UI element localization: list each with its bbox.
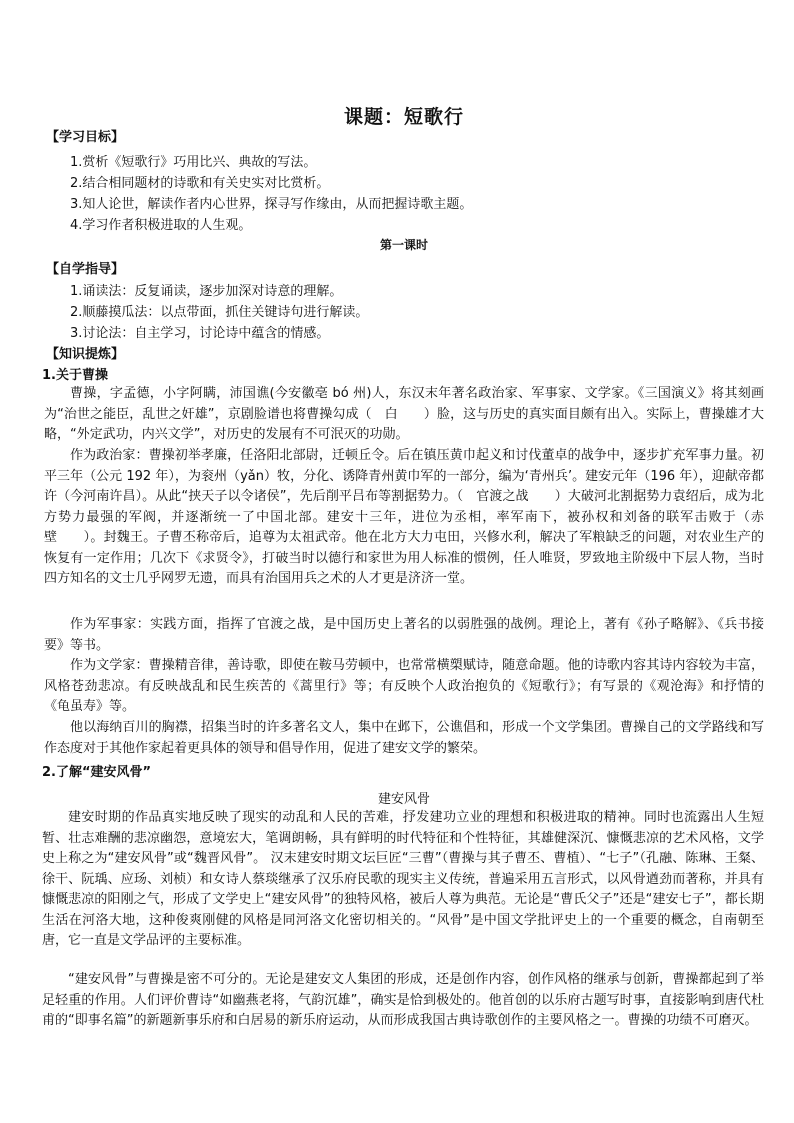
- section-jianan-heading: 2.了解“建安风骨”: [42, 765, 152, 780]
- caocao-group-paragraph: 他以海纳百川的胸襟，招集当时的许多著名文人，集中在邺下，公谯倡和，形成一个文学集团。曹操自己的文学路线和写作态度对于其他作家起着更具体的领导和倡导作用，促进了建安文学的繁荣。: [44, 720, 764, 756]
- caocao-intro-paragraph: 曹操，字孟德，小字阿瞒，沛国谯(今安徽亳 bó 州)人，东汉末年著名政治家、军事家、文学家。《三国演义》将其刻画为“治世之能臣，乱世之奸雄”，京剧脸谱也将曹操勾成（ 白 ）脸，这与历史的真实面目颇有出入。实际上，曹操雄才大略，“外定武功，内兴文学”，对历史的发展有不可泯灭的功勋。: [44, 386, 764, 442]
- jianan-title: 建安风骨: [377, 792, 430, 807]
- guide-heading: 【自学指导】: [46, 262, 125, 277]
- guide-item: 3.讨论法：自主学习，讨论诗中蕴含的情感。: [70, 326, 330, 341]
- caocao-politics-paragraph: 作为政治家：曹操初举孝廉，任洛阳北部尉，迁顿丘令。后在镇压黄巾起义和讨伐董卓的战争中，逐步扩充军事力量。初平三年（公元 192 年），为衮州（yǎn）牧，分化、诱降青州黄巾军的一部分，编为‘青州兵’。建安元年（196 年），迎献帝都许（今河南许昌）。从此“挟天子以令诸侯”，先后削平吕布等割据势力。（ 官渡之战 ）大破河北割据势力袁绍后，成为北方势力最强的军阀，并逐渐统一了中国北部。建安十三年，进位为丞相，率军南下，被孙权和刘备的联军击败于（赤壁 ）。封魏王。子曹丕称帝后，追尊为太祖武帝。他在北方大力屯田，兴修水利，解决了军粮缺乏的问题，对农业生产的恢复有一定作用；几次下《求贤令》，打破当时以德行和家世为用人标准的惯例，任人唯贤，罗致地主阶级中下层人物，当时四方知名的文士几乎网罗无遗，而具有治国用兵之术的人才更是济济一堂。: [44, 448, 764, 586]
- guide-item: 2.顺藤摸瓜法：以点带面，抓住关键诗句进行解读。: [70, 305, 369, 320]
- caocao-military-paragraph: 作为军事家：实践方面，指挥了官渡之战，是中国历史上著名的以弱胜强的战例。理论上，著有《孙子略解》、《兵书接要》等书。: [44, 617, 764, 653]
- document-title: 课题：短歌行: [343, 106, 464, 128]
- goals-heading: 【学习目标】: [46, 130, 125, 145]
- section-caocao-heading: 1.关于曹操: [42, 368, 108, 383]
- knowledge-heading: 【知识提炼】: [46, 347, 125, 362]
- goal-item: 2.结合相同题材的诗歌和有关史实对比赏析。: [70, 176, 330, 191]
- guide-item: 1.诵读法：反复诵读，逐步加深对诗意的理解。: [70, 284, 343, 299]
- lesson-label: 第一课时: [379, 238, 428, 252]
- jianan-caocao-paragraph: “建安风骨”与曹操是密不可分的。无论是建安文人集团的形成，还是创作内容，创作风格的继承与创新，曹操都起到了举足轻重的作用。人们评价曹诗“如幽燕老将，气韵沉雄”，确实是恰到极处的。他首创的以乐府古题写时事，直接影响到唐代杜甫的“即事名篇”的新题新事乐府和白居易的新乐府运动，从而形成我国古典诗歌创作的主要风格之一。曹操的功绩不可磨灭。: [42, 972, 764, 1028]
- caocao-literature-paragraph: 作为文学家：曹操精音律，善诗歌，即使在鞍马劳顿中，也常常横槊赋诗，随意命题。他的诗歌内容其诗内容较为丰富，风格苍劲悲凉。有反映战乱和民生疾苦的《蒿里行》等；有反映个人政治抱负的《短歌行》；有写景的《观沧海》和抒情的《龟虽寿》等。: [44, 658, 764, 714]
- goal-item: 4.学习作者积极进取的人生观。: [70, 218, 252, 233]
- goal-item: 1.赏析《短歌行》巧用比兴、典故的写法。: [70, 155, 317, 170]
- goal-item: 3.知人论世，解读作者内心世界，探寻写作缘由，从而把握诗歌主题。: [70, 197, 473, 212]
- jianan-paragraph: 建安时期的作品真实地反映了现实的动乱和人民的苦难，抒发建功立业的理想和积极进取的精神。同时也流露出人生短暂、壮志难酬的悲凉幽怨，意境宏大，笔调朗畅，具有鲜明的时代特征和个性特征，其雄健深沉、慷慨悲凉的艺术风格，文学史上称之为“建安风骨”或“魏晋风骨”。 汉末建安时期文坛巨匠“三曹”（曹操与其子曹丕、曹植）、“七子”（孔融、陈琳、王粲、徐干、阮瑀、应玚、刘桢）和女诗人蔡琰继承了汉乐府民歌的现实主义传统，普遍采用五言形式，以风骨遒劲而著称，并具有慷慨悲凉的阳刚之气，形成了文学史上“建安风骨”的独特风格，被后人尊为典范。无论是“曹氏父子”还是“建安七子”，都长期生活在河洛大地，这种俊爽刚健的风格是同河洛文化密切相关的。“风骨”是中国文学批评史上的一个重要的概念，自南朝至唐，它一直是文学品评的主要标准。: [42, 810, 764, 948]
